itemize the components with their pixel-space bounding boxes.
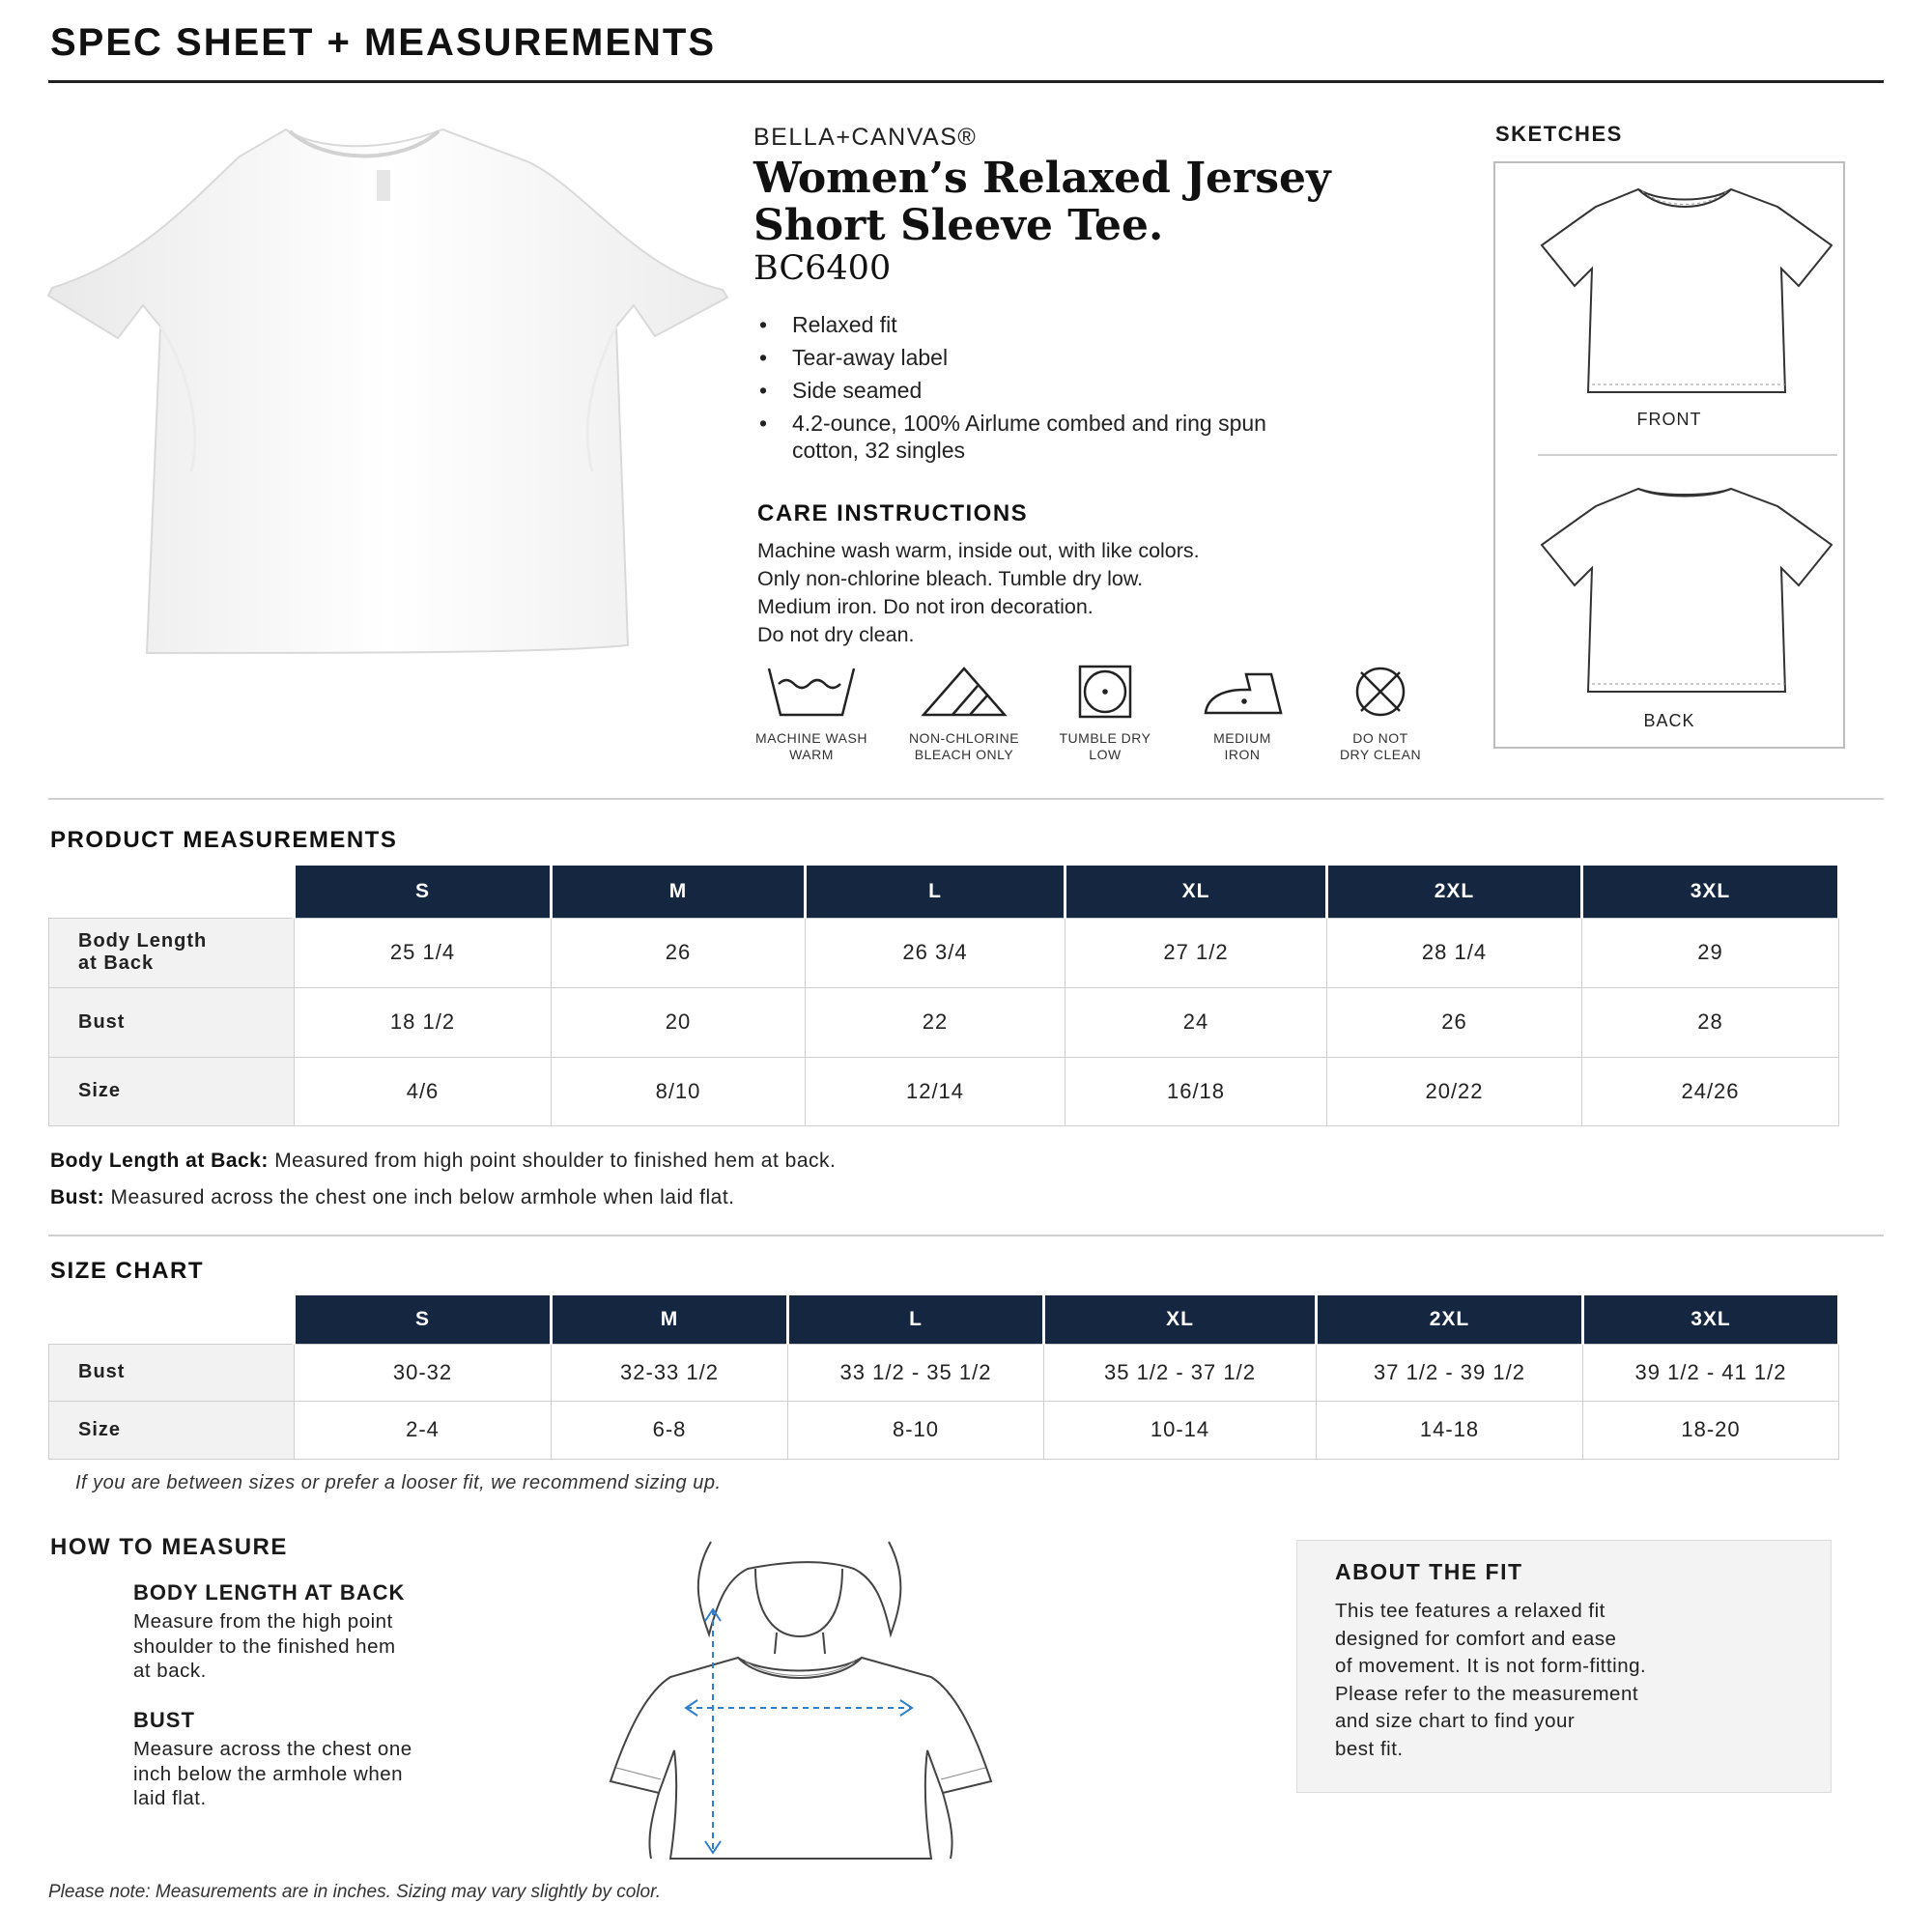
instruction-line: at back.: [133, 1660, 207, 1682]
table-cell: 4/6: [295, 1057, 552, 1125]
size-header: 2XL: [1317, 1295, 1583, 1344]
header-divider: [48, 80, 1884, 83]
table-row: [49, 1057, 1839, 1125]
table-cell: 12/14: [806, 1057, 1065, 1125]
row-label-line: Body Length: [78, 930, 208, 952]
care-icon-iron: [1175, 665, 1310, 763]
table-cell: 22: [806, 987, 1065, 1057]
care-icon-label: MACHINE WASH: [755, 730, 867, 746]
fit-line: This tee features a relaxed fit: [1335, 1600, 1605, 1622]
care-icon-bleach: [896, 665, 1032, 763]
size-header: 3XL: [1582, 866, 1839, 918]
note-text: Measured across the chest one inch below armhole when laid flat.: [104, 1186, 735, 1208]
back-sketch-icon: [1538, 485, 1835, 699]
care-icon-label: DRY CLEAN: [1339, 747, 1422, 762]
table-cell: 20: [552, 987, 806, 1057]
care-icon-dryclean: [1313, 665, 1448, 763]
table-cell: 14-18: [1317, 1401, 1583, 1459]
care-line: Do not dry clean.: [757, 623, 915, 646]
fit-line: and size chart to find your: [1335, 1710, 1576, 1732]
row-label: Size: [49, 1057, 295, 1125]
instruction-line: Measure across the chest one: [133, 1738, 412, 1760]
care-icon-label: MEDIUM: [1213, 730, 1271, 746]
row-label: Bust: [49, 1344, 295, 1401]
table-cell: 25 1/4: [295, 918, 552, 987]
instruction-line: inch below the armhole when: [133, 1762, 404, 1785]
care-icon-wash: [744, 665, 879, 763]
table-cell: 27 1/2: [1065, 918, 1327, 987]
table-cell: 26: [1327, 987, 1582, 1057]
body-length-note: [50, 1150, 836, 1173]
feature-item: • Tear-away label: [755, 344, 1294, 371]
table-cell: 29: [1582, 918, 1839, 987]
table-cell: 35 1/2 - 37 1/2: [1044, 1344, 1317, 1401]
product-title: [753, 155, 1331, 249]
row-label: Size: [49, 1401, 295, 1459]
care-icon-label: NON-CHLORINE: [908, 730, 1020, 746]
table-cell: 30-32: [295, 1344, 552, 1401]
table-cell: 24: [1065, 987, 1327, 1057]
size-chart-table: [48, 1295, 1840, 1460]
about-fit-text: [1335, 1598, 1818, 1763]
size-header: L: [806, 866, 1065, 918]
note-label: Bust:: [50, 1186, 105, 1208]
feature-list: [755, 311, 1294, 469]
measuring-figure-illustration: [593, 1540, 1009, 1861]
table-cell: 26 3/4: [806, 918, 1065, 987]
note-label: Body Length at Back:: [50, 1150, 269, 1172]
table-cell: 39 1/2 - 41 1/2: [1583, 1344, 1839, 1401]
care-icon-label: WARM: [789, 747, 834, 762]
sketch-divider: [1538, 454, 1837, 456]
size-header: XL: [1065, 866, 1327, 918]
row-label: [49, 918, 295, 987]
body-length-heading: BODY LENGTH AT BACK: [133, 1580, 406, 1605]
care-icon-tumble: [1037, 665, 1173, 763]
care-heading: CARE INSTRUCTIONS: [757, 500, 1029, 526]
care-line: Medium iron. Do not iron decoration.: [757, 595, 1094, 618]
feature-item: • Relaxed fit: [755, 311, 1294, 338]
do-not-dry-clean-icon: [1334, 665, 1427, 719]
table-cell: 24/26: [1582, 1057, 1839, 1125]
front-sketch-icon: [1538, 185, 1835, 400]
machine-wash-icon: [765, 665, 858, 719]
medium-iron-icon: [1196, 665, 1289, 719]
sizing-up-note: If you are between sizes or prefer a looser fit, we recommend sizing up.: [75, 1472, 722, 1493]
care-icon-label: LOW: [1089, 747, 1122, 762]
bust-instructions: [133, 1737, 529, 1811]
care-icon-label: IRON: [1224, 747, 1261, 762]
bust-note: [50, 1186, 735, 1209]
size-header: L: [788, 1295, 1044, 1344]
body-length-instructions: [133, 1609, 529, 1684]
product-title-line-1: Women’s Relaxed Jersey: [753, 154, 1331, 203]
table-cell: 33 1/2 - 35 1/2: [788, 1344, 1044, 1401]
size-header: 3XL: [1583, 1295, 1839, 1344]
care-icon-label: DO NOT: [1352, 730, 1408, 746]
bust-heading: BUST: [133, 1708, 195, 1732]
table-row: [49, 987, 1839, 1057]
table-cell: 18-20: [1583, 1401, 1839, 1459]
section-divider: [48, 1235, 1884, 1236]
table-cell: 6-8: [552, 1401, 788, 1459]
table-cell: 26: [552, 918, 806, 987]
table-row: [49, 1401, 1839, 1459]
size-header: M: [552, 1295, 788, 1344]
fit-line: designed for comfort and ease: [1335, 1627, 1617, 1650]
instruction-line: laid flat.: [133, 1787, 207, 1809]
fit-line: of movement. It is not form-fitting.: [1335, 1655, 1647, 1677]
table-cell: 20/22: [1327, 1057, 1582, 1125]
table-corner: [49, 1295, 295, 1344]
size-header: S: [295, 1295, 552, 1344]
product-measurements-heading: PRODUCT MEASUREMENTS: [50, 827, 398, 853]
table-cell: 16/18: [1065, 1057, 1327, 1125]
care-line: Machine wash warm, inside out, with like colors.: [757, 539, 1200, 562]
care-icon-label: BLEACH ONLY: [914, 747, 1014, 762]
instruction-line: Measure from the high point: [133, 1610, 393, 1633]
table-cell: 28 1/4: [1327, 918, 1582, 987]
row-label-line: at Back: [78, 952, 155, 974]
section-divider: [48, 798, 1884, 800]
table-row: [49, 918, 1839, 987]
table-cell: 18 1/2: [295, 987, 552, 1057]
fit-line: Please refer to the measurement: [1335, 1682, 1639, 1705]
care-text: [757, 537, 1356, 649]
product-code: BC6400: [753, 249, 892, 288]
size-header: S: [295, 866, 552, 918]
note-text: Measured from high point shoulder to finished hem at back.: [268, 1150, 837, 1172]
size-chart-heading: SIZE CHART: [50, 1258, 204, 1284]
brand-name: BELLA+CANVAS®: [753, 124, 978, 151]
table-cell: 28: [1582, 987, 1839, 1057]
tumble-dry-low-icon: [1059, 665, 1151, 719]
fit-line: best fit.: [1335, 1737, 1404, 1760]
sketch-back-label: BACK: [1643, 711, 1695, 730]
feature-item: • 4.2-ounce, 100% Airlume combed and ring spun cotton, 32 singles: [755, 410, 1294, 464]
size-header: M: [552, 866, 806, 918]
table-cell: 10-14: [1044, 1401, 1317, 1459]
product-title-line-2: Short Sleeve Tee.: [753, 201, 1164, 250]
table-cell: 2-4: [295, 1401, 552, 1459]
care-icon-label: TUMBLE DRY: [1059, 730, 1151, 746]
care-line: Only non-chlorine bleach. Tumble dry low.: [757, 567, 1144, 590]
table-row: [49, 1344, 1839, 1401]
how-to-measure-heading: HOW TO MEASURE: [50, 1534, 288, 1560]
table-cell: 8-10: [788, 1401, 1044, 1459]
size-header: XL: [1044, 1295, 1317, 1344]
page-title: SPEC SHEET + MEASUREMENTS: [50, 21, 717, 64]
feature-item: • Side seamed: [755, 377, 1294, 404]
table-cell: 8/10: [552, 1057, 806, 1125]
product-measurements-table: [48, 866, 1840, 1126]
row-label: Bust: [49, 987, 295, 1057]
size-header: 2XL: [1327, 866, 1582, 918]
table-cell: 32-33 1/2: [552, 1344, 788, 1401]
table-corner: [49, 866, 295, 918]
instruction-line: shoulder to the finished hem: [133, 1634, 396, 1658]
sketch-front-label: FRONT: [1636, 410, 1702, 429]
non-chlorine-bleach-icon: [918, 665, 1010, 719]
product-photo-tee: [46, 124, 728, 665]
sketches-heading: SKETCHES: [1495, 122, 1623, 146]
table-cell: 37 1/2 - 39 1/2: [1317, 1344, 1583, 1401]
footer-note: Please note: Measurements are in inches. Sizing may vary slightly by color.: [48, 1882, 661, 1902]
about-fit-heading: ABOUT THE FIT: [1335, 1559, 1523, 1584]
